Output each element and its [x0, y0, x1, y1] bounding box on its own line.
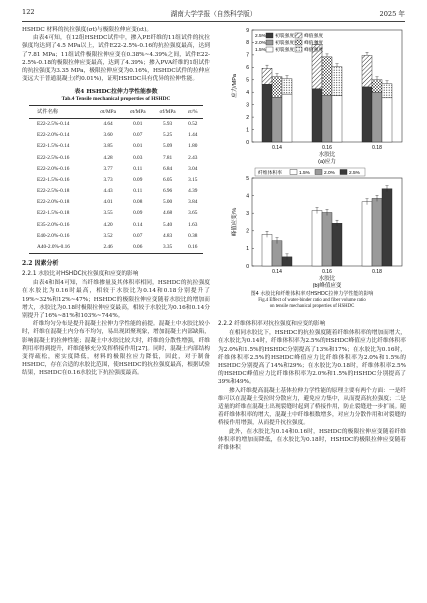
table-cell: E22-2.0%-0.18: [37, 199, 70, 206]
bar-cracking: [362, 87, 372, 142]
bar-peak: [372, 80, 382, 92]
x-axis-label: 水胶比: [318, 152, 336, 158]
subsection-title: 2.2.2 纤维体积率对抗拉强度和应变的影响: [218, 321, 326, 327]
bar-cracking: [262, 84, 272, 142]
left-column: [22, 26, 210, 378]
table-cell: 5.25: [162, 132, 173, 139]
table-cell: E22-1.5%-0.18: [37, 210, 70, 217]
y-tick-label: 2: [246, 114, 249, 121]
legend-label: 峰值强度: [304, 41, 324, 46]
col-header: σf/MPa: [153, 106, 183, 118]
col-header: εt/%: [183, 106, 203, 118]
legend-swatch: [266, 33, 273, 38]
x-tick-label: 0.14: [272, 145, 282, 151]
table-cell: 4.28: [103, 154, 113, 161]
table-row: [29, 141, 203, 152]
table-cell: 0.11: [133, 188, 143, 195]
chart-title: (a)应力: [318, 159, 336, 164]
chart-stress: [218, 24, 406, 164]
table4: [29, 105, 203, 253]
col-header: σt/MPa: [123, 106, 153, 118]
bar-strain: [262, 234, 272, 266]
paragraph: 由表4和图4可知，当纤维掺量及其体积率相同，HSHDC的抗拉强度在水胶比为0.16时最高，相较于水胶比为0.14和0.18分别提升了19%~32%和12%~47%；HSHDC的极限拉伸应变随着水胶比的增加而增大，水胶比为0.18时极限拉伸应变最高，相较于水胶比为0.16和0.14分别提升了16%~81%和103%~744%。: [22, 280, 210, 319]
table-row: [29, 242, 203, 254]
bar-cracking: [282, 94, 292, 142]
x-tick-label: 0.14: [272, 269, 282, 275]
table-cell: E40-2.0%-0.16: [37, 232, 70, 239]
table-cell: 4.01: [103, 199, 113, 206]
legend-label: 2.0%: [324, 170, 335, 176]
legend-label: 初裂强度: [275, 48, 295, 53]
y-tick-label: 9: [246, 27, 249, 34]
figure4-caption-en-line2: on tensile mechanical properties of HSHDC: [269, 304, 355, 310]
y-tick-label: 5: [246, 175, 249, 182]
bar-peak: [322, 57, 332, 95]
chart-peak-strain: [218, 166, 406, 288]
bar-cracking: [372, 92, 382, 142]
legend-swatch: [295, 33, 302, 38]
intro-paragraph: 由表4可知，在12组HSHDC试件中，掺入PE纤维的11组试件的抗拉强度均达到了4.5 MPa以上，试件E22-2.5%-0.16的抗拉强度最高，达到了7.81 MPa；11组试件极限拉伸应变在0.38%~4.39%之间，试件E22-2.5%-0.18的极限拉伸应变最高，达到了4.39%；掺入PVA纤维的1组试件的抗拉强度为3.35 MPa，极限拉伸应变为0.16%，HSHDC试件的拉伸应变远大于普通混凝土(约0.01%)，证明HSHDC具有优异的拉伸性能。: [22, 35, 210, 83]
table4-caption-en: Tab.4 Tensile mechanical properties of HSHDC: [61, 96, 171, 103]
table-cell: 4.64: [103, 121, 113, 128]
bar-cracking: [322, 95, 332, 142]
y-tick-label: 0: [246, 263, 249, 270]
x-axis-label: 水胶比: [318, 276, 336, 282]
y-tick-label: 6: [246, 65, 249, 72]
legend-swatch: [340, 170, 347, 175]
table-cell: 6.05: [162, 176, 173, 183]
year: 2025 年: [379, 10, 405, 18]
table-cell: 3.84: [188, 199, 198, 206]
table-cell: 0.16: [183, 242, 203, 254]
table-cell: E22-1.5%-0.16: [37, 176, 70, 183]
legend-label: 初裂强度: [275, 41, 295, 46]
col-header: σt/MPa: [93, 106, 123, 118]
bar-peak: [382, 84, 392, 98]
table-row: [29, 219, 203, 230]
bar-strain: [332, 223, 342, 266]
table-row: [29, 118, 203, 130]
bar-strain: [362, 202, 372, 266]
subsection-title: 2.2.1 水胶比对HSHDC抗拉强度和应变的影响: [22, 270, 139, 277]
table-cell: 0.11: [133, 165, 143, 172]
table-cell: 4.68: [162, 210, 173, 217]
y-tick-label: 1: [246, 127, 249, 134]
table-cell: 0.38: [188, 232, 198, 239]
table-cell: E22-1.5%-0.14: [37, 143, 70, 150]
bar-peak: [332, 67, 342, 96]
paragraph: 掺入纤维提高混凝土基体拉伸力学性能的原理主要有两个方面：一是纤维可以在混凝土受拉时分散应力，避免应力集中，从而提高抗拉强度；二是适量的纤维在混凝土出现裂缝时起到了桥接作用，防止裂缝进一步扩展。随着纤维体积率的增大，混凝土中纤维根数增多，对应力分散作用和对裂缝的桥接作用增强，从而提升抗拉强度。: [218, 387, 406, 427]
table-cell: 1.44: [188, 132, 198, 139]
y-tick-label: 2: [246, 228, 249, 235]
legend-label: 峰值强度: [304, 48, 324, 53]
intro-line: HSHDC 材料的抗拉强度(σt)与极限拉伸应变(εt)。: [22, 27, 153, 33]
table-row: [29, 174, 203, 185]
legend-swatch: [290, 170, 297, 175]
y-tick-label: 8: [246, 40, 249, 47]
table-cell: 0.09: [133, 176, 143, 183]
bar-peak: [362, 55, 372, 86]
table-cell: 0.01: [133, 143, 143, 150]
legend-swatch: [315, 170, 322, 175]
page-number: 122: [22, 8, 35, 16]
table-row: [29, 130, 203, 141]
table-cell: 5.09: [162, 143, 173, 150]
y-tick-label: 0: [246, 139, 249, 146]
x-tick-label: 0.18: [372, 145, 382, 151]
bar-peak: [282, 79, 292, 94]
table-cell: E22-2.0%-0.16: [37, 165, 70, 172]
col-header: 试件名称: [29, 106, 93, 118]
table-cell: 0.07: [133, 132, 143, 139]
table-cell: E35-2.0%-0.16: [37, 221, 70, 228]
table-cell: 0.03: [133, 154, 143, 161]
table-cell: 3.35: [153, 242, 183, 254]
table-cell: 4.83: [162, 232, 173, 239]
table-cell: E22-2.5%-0.18: [37, 188, 70, 195]
table-cell: 0.06: [123, 242, 153, 254]
legend-label: 2.5%: [349, 170, 360, 176]
bar-strain: [312, 211, 322, 266]
legend-group-label: 1.5%: [255, 48, 266, 53]
y-tick-label: 3: [246, 211, 249, 217]
table-header-row: [29, 106, 203, 118]
table-cell: 4.39: [188, 188, 198, 195]
section-title: 2.2 因素分析: [22, 259, 59, 267]
y-tick-label: 1: [246, 246, 249, 253]
x-tick-label: 0.16: [322, 269, 332, 275]
table-cell: 1.80: [188, 143, 198, 150]
table-cell: 4.20: [103, 221, 113, 228]
table-row: [29, 208, 203, 219]
table-cell: 3.60: [103, 132, 113, 139]
table-cell: 3.55: [103, 210, 113, 217]
legend-swatch: [295, 47, 302, 52]
figure4-caption-cn: 图4 水胶比和纤维体积率对HSHDC拉伸力学性能的影响: [250, 291, 374, 297]
table-cell: 0.14: [133, 221, 143, 228]
legend-group-label: 2.5%: [255, 34, 266, 39]
bar-cracking: [312, 89, 322, 142]
table-cell: 3.73: [103, 176, 113, 183]
table-cell: 0.52: [188, 121, 198, 128]
table-cell: 0.07: [133, 232, 143, 239]
legend-swatch: [295, 40, 302, 45]
table-cell: E22-2.5%-0.16: [37, 154, 70, 161]
table-cell: 7.81: [162, 154, 173, 161]
table4-body: [29, 118, 203, 253]
legend-swatch: [266, 47, 273, 52]
legend-group-label: 2.0%: [255, 41, 266, 46]
table-cell: 3.77: [103, 165, 113, 172]
bar-peak: [272, 77, 282, 98]
y-tick-label: 3: [246, 102, 249, 109]
right-column: [218, 318, 406, 452]
bar-strain: [372, 198, 382, 266]
table-row: [29, 186, 203, 197]
table-cell: 5.93: [162, 121, 173, 128]
table-cell: A40-2.0%-0.16: [29, 242, 93, 254]
table-cell: 0.08: [133, 199, 143, 206]
table4-caption-cn: 表4 HSHDC拉伸力学性能参数: [74, 89, 158, 96]
chart-title: (b)峰值应变: [312, 283, 342, 288]
table-row: [29, 230, 203, 241]
header-rule: [22, 21, 405, 22]
paragraph: 纤维均匀分布是提升混凝土拉伸力学性能的前提。混凝土中水胶比较小时，纤维在混凝土内分布不均匀，易出现团聚现象，增加混凝土内部缺陷，影响混凝土的拉伸性能；混凝土中水胶比较大时，纤维的分散性增强，纤维利用率得到提升，纤维能够充分发挥桥接作用[27]。同时，混凝土内部结构变得疏松，密实度降低，材料的极限拉应力降低，因此，对于制备HSHDC，存在合适的水胶比范围，使HSHDC的抗拉强度最高，根据试验结果，HSHDC在0.16水胶比下抗拉强度最高。: [22, 321, 210, 377]
bar-strain: [382, 189, 392, 266]
y-tick-label: 7: [246, 52, 249, 59]
figure4-caption-en-line1: Fig.4 Effect of water-binder ratio and fiber volume ratio: [258, 298, 366, 303]
bar-strain: [272, 241, 282, 266]
y-tick-label: 4: [246, 90, 249, 97]
legend: [255, 168, 365, 176]
table-cell: 5.40: [162, 221, 173, 228]
table-cell: 0.01: [133, 121, 143, 128]
legend-swatch: [266, 40, 273, 45]
legend-label: 1.5%: [299, 170, 310, 176]
table-cell: 4.43: [103, 188, 113, 195]
table-cell: 5.00: [162, 199, 173, 206]
table-cell: 2.43: [188, 154, 198, 161]
bar-cracking: [382, 98, 392, 142]
table-row: [29, 152, 203, 163]
legend: [255, 32, 323, 53]
x-tick-label: 0.18: [372, 269, 382, 275]
table-cell: 1.63: [188, 221, 198, 228]
y-axis-label: 峰值应变/%: [232, 207, 238, 237]
table-cell: 3.04: [188, 165, 198, 172]
table-row: [29, 197, 203, 208]
bar-strain: [322, 212, 332, 266]
table-cell: 6.96: [162, 188, 173, 195]
bar-cracking: [272, 97, 282, 142]
legend-label: 峰值强度: [304, 34, 324, 39]
table-cell: 3.65: [188, 210, 198, 217]
y-tick-label: 4: [246, 193, 249, 200]
table-cell: E22-2.0%-0.14: [37, 132, 70, 139]
table-cell: 3.85: [103, 143, 113, 150]
y-axis-label: 应力/MPa: [232, 74, 238, 98]
y-tick-label: 5: [246, 77, 249, 84]
x-tick-label: 0.16: [322, 145, 332, 151]
table-cell: 3.15: [188, 176, 198, 183]
legend-title: 纤维体积率: [258, 170, 282, 176]
legend-label: 初裂强度: [275, 34, 295, 39]
page-header: [22, 8, 405, 20]
paragraph: 此外，在水胶比为0.14和0.16时，HSHDC的极限拉伸应变随着纤维体积率的增加而降低，在水胶比为0.18时，HSHDC的极限拉伸应变随着纤维体积: [218, 428, 406, 452]
table-cell: 3.52: [103, 232, 113, 239]
figure4-caption-en: [218, 298, 406, 310]
bar-cracking: [332, 96, 342, 142]
journal-name: 湖南大学学报（自然科学版）: [170, 10, 257, 18]
table-cell: E22-2.5%-0.14: [37, 121, 70, 128]
paragraph: 在相同水胶比下，HSHDC的抗拉强度随着纤维体积率的增加而增大，在水胶比为0.14时，纤维体积率为2.5%的HSHDC峰值应力比纤维体积率为2.0%和1.5%的HSHDC分别提高了13%和17%；在水胶比为0.16时，纤维体积率2.5%的HSHDC峰值应力比纤维体积率为2.0%和1.5%的HSHDC分别提高了14%和29%；在水胶比为0.18时，纤维体积率2.5%的HSHDC峰值应力比纤维体积率为2.0%和1.5%的HSHDC分别提高了39%和49%。: [218, 330, 406, 386]
table-cell: 2.46: [93, 242, 123, 254]
table-cell: 6.84: [162, 165, 173, 172]
table-row: [29, 163, 203, 174]
bar-peak: [262, 68, 272, 84]
table-cell: 0.09: [133, 210, 143, 217]
